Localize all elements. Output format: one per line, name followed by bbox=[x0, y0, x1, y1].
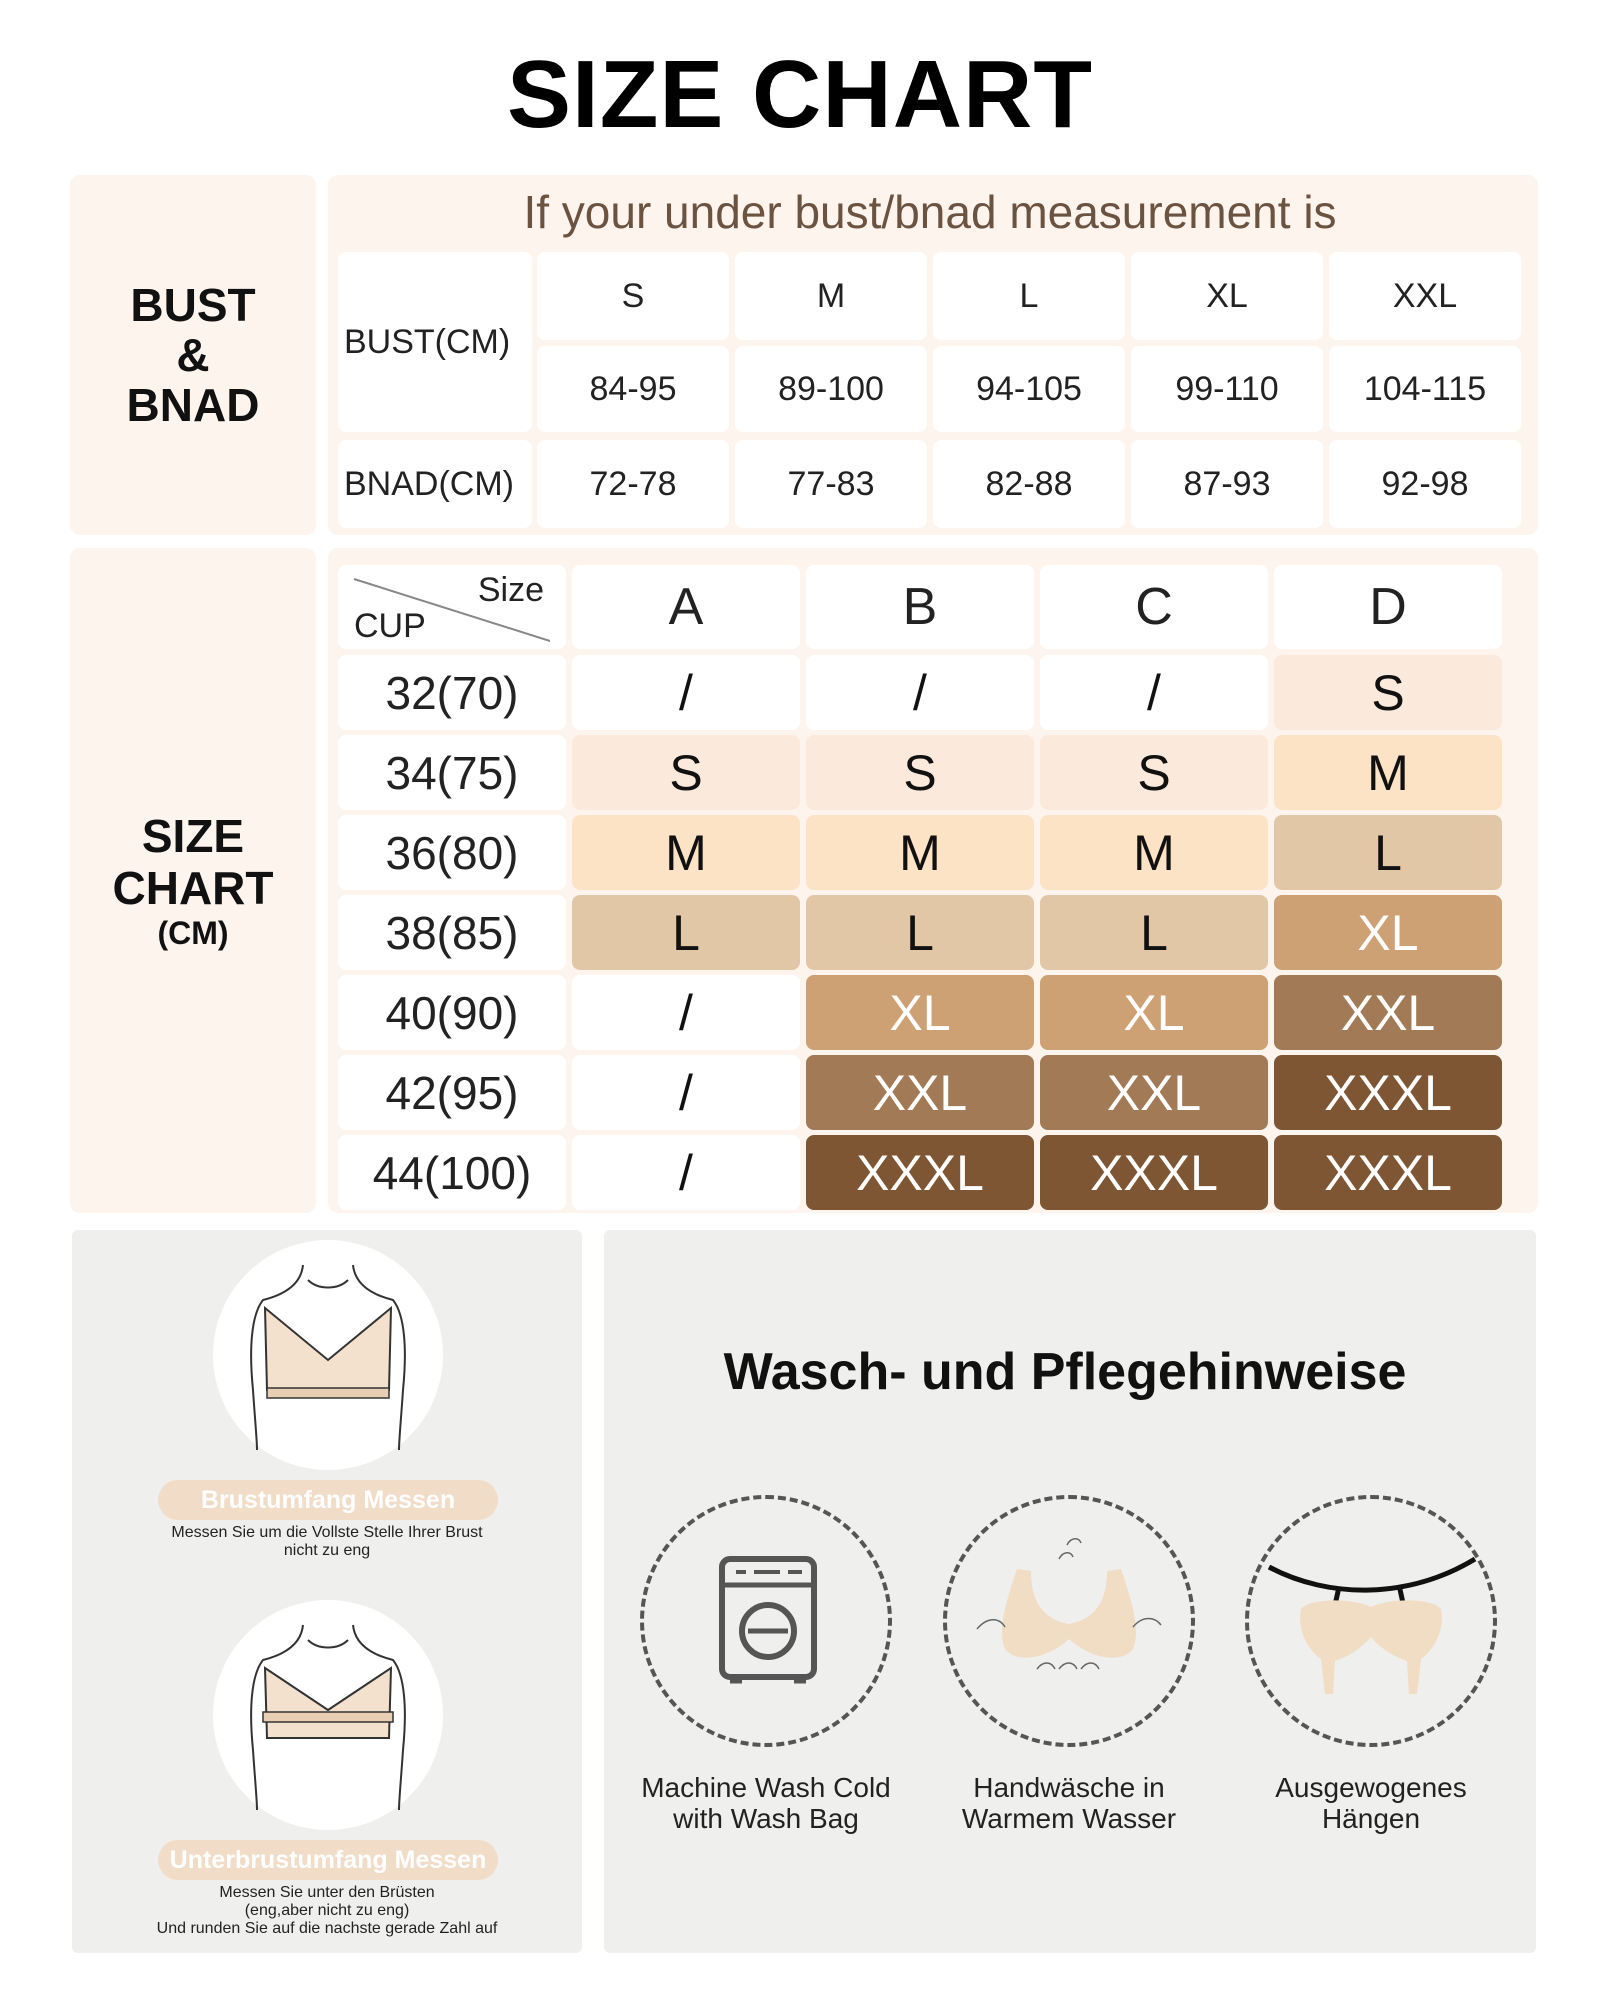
care-label-handwash bbox=[923, 1772, 1215, 1834]
size-cell: XXL bbox=[1040, 1055, 1268, 1130]
size-cell: M bbox=[1040, 815, 1268, 890]
underbust-measure-note bbox=[92, 1884, 562, 1938]
bust-value-s: 84-95 bbox=[537, 346, 729, 432]
size-header-m: M bbox=[735, 252, 927, 340]
size-side-label bbox=[70, 548, 316, 1213]
size-header-l: L bbox=[933, 252, 1125, 340]
size-cell: XL bbox=[806, 975, 1034, 1050]
corner-size-label: Size bbox=[477, 571, 544, 609]
size-cell: L bbox=[806, 895, 1034, 970]
size-cell: S bbox=[1274, 655, 1502, 730]
cup-header-a: A bbox=[572, 565, 800, 649]
underbust-note-line: (eng,aber nicht zu eng) bbox=[244, 1902, 410, 1919]
size-header-xl: XL bbox=[1131, 252, 1323, 340]
bust-side-label bbox=[70, 175, 316, 535]
bnad-cm-label: BNAD(CM) bbox=[344, 464, 514, 503]
care-label-line: Handwäsche in bbox=[973, 1772, 1165, 1803]
underbust-figure-circle bbox=[213, 1600, 443, 1830]
size-side-line: (CM) bbox=[157, 914, 229, 951]
band-size-label: 44(100) bbox=[338, 1135, 566, 1210]
bnad-value-l: 82-88 bbox=[933, 440, 1125, 528]
care-label-line: Hängen bbox=[1321, 1803, 1421, 1834]
band-size-label: 34(75) bbox=[338, 735, 566, 810]
size-cell: S bbox=[572, 735, 800, 810]
size-cell: S bbox=[806, 735, 1034, 810]
size-cell: XL bbox=[1274, 895, 1502, 970]
corner-header-cell bbox=[338, 565, 566, 649]
band-size-label: 38(85) bbox=[338, 895, 566, 970]
washing-machine-icon bbox=[644, 1499, 888, 1743]
size-cell: / bbox=[572, 975, 800, 1050]
bust-measure-pill: Brustumfang Messen bbox=[158, 1480, 498, 1520]
bust-note-line: Messen Sie um die Vollste Stelle Ihrer Brust bbox=[171, 1524, 483, 1541]
band-size-label: 40(90) bbox=[338, 975, 566, 1050]
bust-side-line: BNAD bbox=[126, 379, 260, 431]
underbust-note-line: Und runden Sie auf die nachste gerade Zahl auf bbox=[156, 1920, 498, 1937]
bnad-value-s: 72-78 bbox=[537, 440, 729, 528]
size-cell: XXXL bbox=[1040, 1135, 1268, 1210]
care-label-line: Machine Wash Cold bbox=[641, 1772, 891, 1803]
bust-side-line: & bbox=[176, 329, 210, 381]
bust-value-xl: 99-110 bbox=[1131, 346, 1323, 432]
bust-cm-label: BUST(CM) bbox=[344, 322, 511, 361]
size-header-s: S bbox=[537, 252, 729, 340]
hand-wash-icon bbox=[947, 1499, 1191, 1743]
size-cell: / bbox=[1040, 655, 1268, 730]
cup-header-c: C bbox=[1040, 565, 1268, 649]
size-cell: L bbox=[572, 895, 800, 970]
size-cell: XXXL bbox=[1274, 1055, 1502, 1130]
page-title: SIZE CHART bbox=[507, 41, 1093, 148]
cup-header-b: B bbox=[806, 565, 1034, 649]
size-cell: L bbox=[1040, 895, 1268, 970]
bnad-value-xxl: 92-98 bbox=[1329, 440, 1521, 528]
size-cell: M bbox=[572, 815, 800, 890]
size-cell: L bbox=[1274, 815, 1502, 890]
care-label-wash bbox=[620, 1772, 912, 1834]
size-side-line: CHART bbox=[112, 861, 274, 914]
size-cell: / bbox=[572, 655, 800, 730]
band-size-label: 36(80) bbox=[338, 815, 566, 890]
bust-side-line: BUST bbox=[130, 279, 256, 331]
size-cell: / bbox=[806, 655, 1034, 730]
size-cell: / bbox=[572, 1055, 800, 1130]
bust-note-line: nicht zu eng bbox=[283, 1542, 371, 1559]
hang-dry-icon bbox=[1249, 1499, 1493, 1743]
size-cell: M bbox=[1274, 735, 1502, 810]
bnad-value-xl: 87-93 bbox=[1131, 440, 1323, 528]
size-cell: XXXL bbox=[1274, 1135, 1502, 1210]
band-size-label: 32(70) bbox=[338, 655, 566, 730]
bnad-row-label-cell bbox=[338, 440, 532, 528]
size-cell: / bbox=[572, 1135, 800, 1210]
size-cell: M bbox=[806, 815, 1034, 890]
cup-header-d: D bbox=[1274, 565, 1502, 649]
size-cell: XXL bbox=[806, 1055, 1034, 1130]
bnad-value-m: 77-83 bbox=[735, 440, 927, 528]
care-circle-wash bbox=[640, 1495, 892, 1747]
care-label-hang bbox=[1225, 1772, 1517, 1834]
corner-cup-label: CUP bbox=[354, 607, 426, 645]
care-label-line: with Wash Bag bbox=[673, 1803, 859, 1834]
underbust-measure-pill: Unterbrustumfang Messen bbox=[158, 1840, 498, 1880]
measurement-subtitle: If your under bust/bnad measurement is bbox=[523, 186, 1337, 238]
care-label-line: Ausgewogenes bbox=[1275, 1772, 1467, 1803]
size-cell: XXXL bbox=[806, 1135, 1034, 1210]
bust-value-l: 94-105 bbox=[933, 346, 1125, 432]
size-cell: XL bbox=[1040, 975, 1268, 1050]
size-cell: S bbox=[1040, 735, 1268, 810]
care-circle-hang bbox=[1245, 1495, 1497, 1747]
underbust-measure-icon bbox=[213, 1600, 443, 1830]
size-cell: XXL bbox=[1274, 975, 1502, 1050]
band-size-label: 42(95) bbox=[338, 1055, 566, 1130]
size-side-line: SIZE bbox=[141, 809, 245, 862]
bust-value-m: 89-100 bbox=[735, 346, 927, 432]
bust-measure-icon bbox=[213, 1240, 443, 1470]
bust-row-label-cell bbox=[338, 252, 532, 432]
care-title: Wasch- und Pflegehinweise bbox=[723, 1343, 1407, 1401]
size-header-xxl: XXL bbox=[1329, 252, 1521, 340]
bust-measure-note bbox=[92, 1524, 562, 1560]
underbust-note-line: Messen Sie unter den Brüsten bbox=[219, 1884, 435, 1901]
bust-figure-circle bbox=[213, 1240, 443, 1470]
bust-value-xxl: 104-115 bbox=[1329, 346, 1521, 432]
care-label-line: Warmem Wasser bbox=[961, 1803, 1177, 1834]
care-circle-handwash bbox=[943, 1495, 1195, 1747]
